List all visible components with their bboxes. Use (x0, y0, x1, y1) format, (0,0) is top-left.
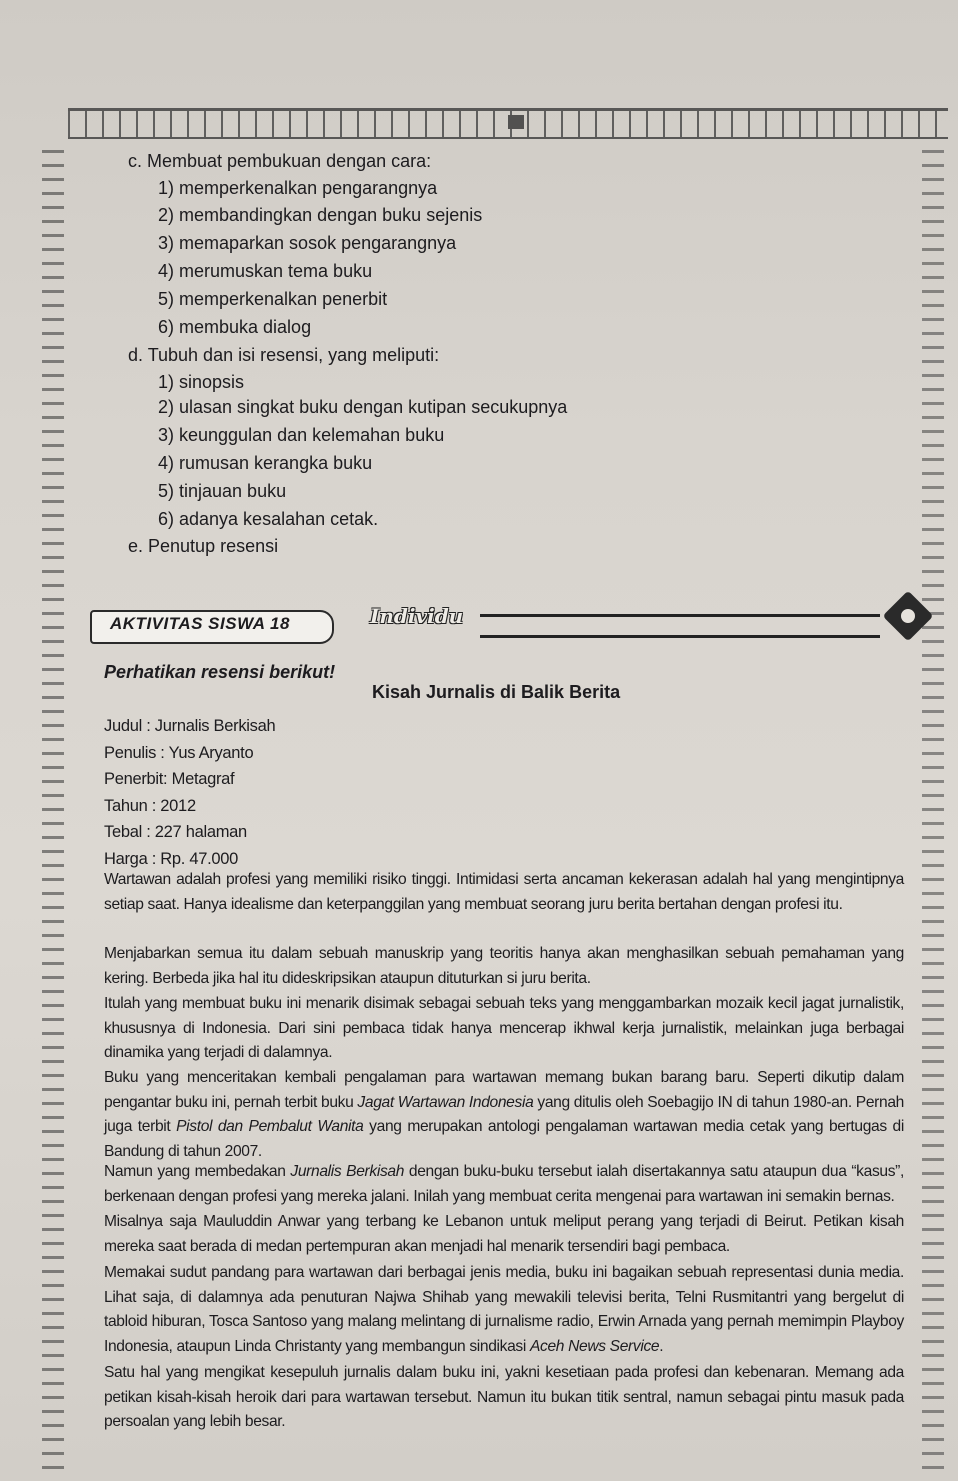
meta-harga: Harga : Rp. 47.000 (104, 850, 239, 868)
list-item-d: d. Tubuh dan isi resensi, yang meliputi: (128, 345, 440, 365)
list-subitem: 6) adanya kesalahan cetak. (158, 509, 379, 529)
list-item-c: c. Membuat pembukuan dengan cara: (128, 151, 432, 171)
review-paragraph-5 (104, 1160, 904, 1209)
star-center-icon (899, 607, 917, 625)
book-title-italic: Pistol dan Pembalut Wanita (176, 1118, 364, 1135)
list-subitem: 1) memperkenalkan pengarangnya (158, 178, 438, 198)
text-run: dengan buku-buku tersebut ialah disertakannya satu ataupun dua “kasus”, berkenaan dengan profesi yang mereka jalani. Inilah yang membuat cerita mengenai para wartawan ini semakin bernas. (104, 1163, 904, 1205)
review-paragraph-8: Satu hal yang mengikat kesepuluh jurnalis dalam buku ini, yakni kesetiaan pada profesi dan kebenaran. Memang ada petikan kisah-kisah heroik dari para wartawan tersebut. Namun itu bukan titik sentral, namun sebagai pintu masuk pada persoalan yang lebih besar. (104, 1364, 904, 1430)
list-subitem: 2) ulasan singkat buku dengan kutipan secukupnya (158, 397, 568, 417)
review-paragraph-2: Menjabarkan semua itu dalam sebuah manuskrip yang teoritis hanya akan menghasilkan sebuah pemahaman yang kering. Berbeda jika hal itu dideskripsikan ataupun dituturkan si juru berita. (104, 945, 904, 987)
review-paragraph-7 (104, 1261, 904, 1359)
activity-banner (90, 604, 930, 644)
list-subitem: 3) keunggulan dan kelemahan buku (158, 425, 445, 445)
agency-name-italic: Aceh News Service (529, 1337, 660, 1355)
decorative-left-border (42, 150, 64, 1470)
text-run: yang merupakan antologi pengalaman wartawan media cetak yang bertugas di Bandung di tahun 2007. (104, 1118, 904, 1160)
banner-rule (480, 614, 880, 638)
meta-judul: Judul : Jurnalis Berkisah (104, 717, 276, 735)
book-title-italic: Jagat Wartawan Indonesia (357, 1093, 534, 1111)
meta-penerbit: Penerbit: Metagraf (104, 770, 235, 788)
text-run: yang ditulis oleh Soebagijo IN di tahun 1980-an. Pernah juga terbit (104, 1093, 904, 1135)
review-paragraph-4 (104, 1066, 904, 1164)
review-paragraph-3: Itulah yang membuat buku ini menarik disimak sebagai sebuah teks yang menggambarkan mozaik kecil jagat jurnalistik, khususnya di Indonesia. Dari sini pembaca tidak hanya mencerap ikhwal kerja jurnalistik, melainkan juga berbagai dinamika yang terjadi di dalamnya. (104, 995, 904, 1061)
text-run: Memakai sudut pandang para wartawan dari berbagai jenis media, buku ini bagaikan sebuah representasi dunia media. Lihat saja, di dalamnya ada penuturan Najwa Shihab yang mewakili televisi berita, Telni Rusmitantri yang bergelut di tabloid hiburan, Tosca Santoso yang malang melintang di jurnalisme radio, Erwin Arnada yang pernah memimpin Playboy Indonesia, ataupun Linda Christanty yang membangun sindikasi (104, 1264, 904, 1355)
activity-mode-label: Individu (370, 604, 464, 628)
meta-penulis: Penulis : Yus Aryanto (104, 744, 254, 762)
list-subitem: 4) merumuskan tema buku (158, 261, 373, 281)
book-title-italic: Jurnalis Berkisah (290, 1163, 405, 1180)
list-subitem: 3) memaparkan sosok pengarangnya (158, 233, 457, 253)
meta-tahun: Tahun : 2012 (104, 797, 196, 815)
text-run: . (659, 1337, 664, 1355)
list-subitem: 5) tinjauan buku (158, 481, 287, 501)
border-center-mark (508, 115, 524, 129)
review-paragraph-6: Misalnya saja Mauluddin Anwar yang terbang ke Lebanon untuk meliput perang yang terjadi di Beirut. Petikan kisah mereka saat berada di medan pertempuran akan menjadi hal menarik tersendiri bagi pembaca. (104, 1213, 904, 1255)
list-subitem: 4) rumusan kerangka buku (158, 453, 373, 473)
list-item-e: e. Penutup resensi (128, 536, 279, 556)
decorative-right-border (922, 150, 944, 1470)
list-subitem: 5) memperkenalkan penerbit (158, 289, 388, 309)
instruction-text: Perhatikan resensi berikut! (104, 662, 336, 682)
decorative-top-border (68, 108, 948, 139)
activity-label: AKTIVITAS SISWA 18 (110, 614, 290, 633)
review-paragraph-1: Wartawan adalah profesi yang memiliki risiko tinggi. Intimidasi serta ancaman kekerasan adalah hal yang mengintipnya setiap saat. Hanya idealisme dan keterpanggilan yang membuat seorang juru berita bertahan dengan profesi itu. (104, 871, 904, 913)
list-subitem: 1) sinopsis (158, 372, 245, 392)
review-title: Kisah Jurnalis di Balik Berita (372, 682, 621, 702)
list-subitem: 6) membuka dialog (158, 317, 312, 337)
meta-tebal: Tebal : 227 halaman (104, 823, 247, 841)
text-run: Buku yang menceritakan kembali pengalaman para wartawan memang bukan barang baru. Seperti dikutip dalam pengantar buku ini, pernah terbit buku (104, 1069, 904, 1111)
text-run: Namun yang membedakan (104, 1163, 291, 1180)
list-subitem: 2) membandingkan dengan buku sejenis (158, 205, 483, 225)
